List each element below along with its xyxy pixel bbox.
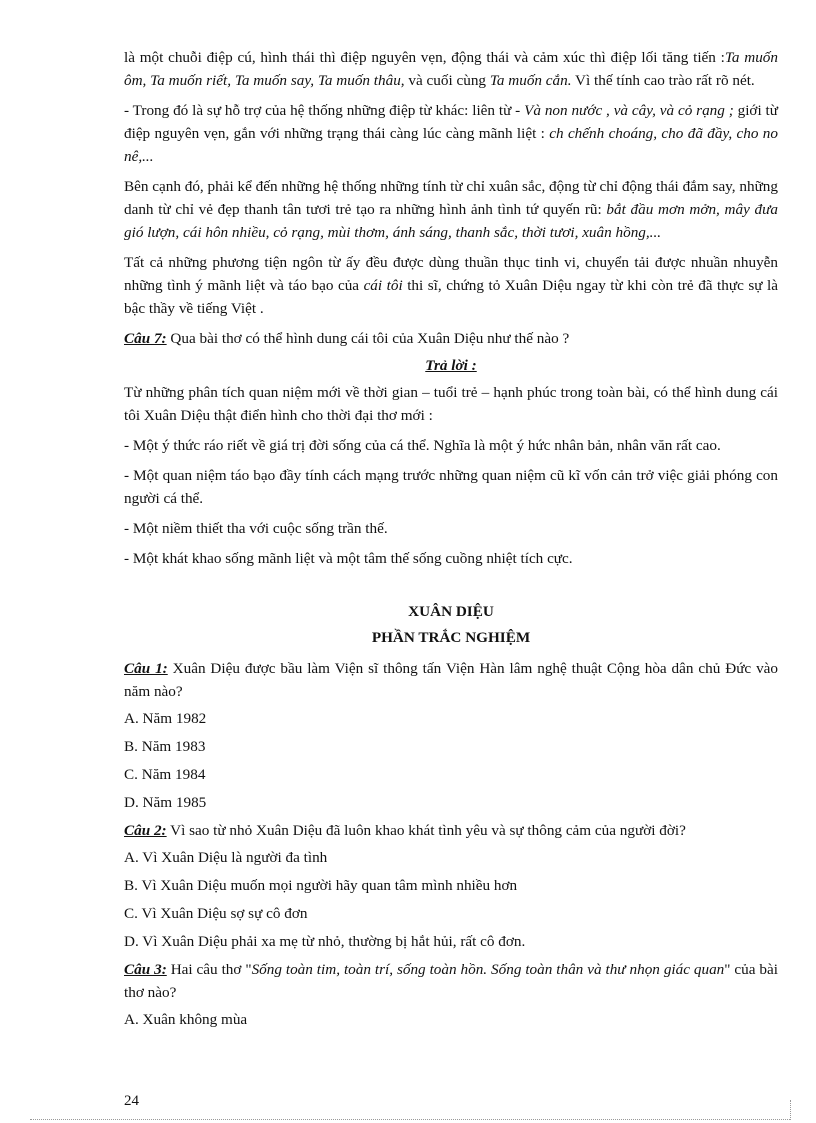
q1-option-d: D. Năm 1985 [124,794,207,811]
question-3: Câu 3: Hai câu thơ "Sống toàn tim, toàn trí, sống toàn hồn. Sống toàn thân và thư nhọn giác quan" của bài thơ nào? [124,961,778,1001]
section-subtitle: PHẦN TRẮC NGHIỆM [371,629,531,646]
question-2: Câu 2: Vì sao từ nhỏ Xuân Diệu đã luôn khao khát tình yêu và sự thông cảm của người đời? [124,822,686,839]
footer-divider [30,1119,790,1120]
paragraph-adjectives: Bên cạnh đó, phải kể đến những hệ thống những tính từ chỉ xuân sắc, động từ chỉ động thái đắm say, những danh từ chỉ vẻ đẹp thanh tân tươi trẻ tạo ra những hình ảnh tình tứ quyến rũ: bắt đầu mơn mởn, mây đưa gió lượn, cái hôn nhiều, cỏ rạng, mùi thơm, ánh sáng, thanh sắc, thời tươi, xuân hồng,... [124,178,779,241]
q2-option-d: D. Vì Xuân Diệu phải xa mẹ từ nhỏ, thường bị hắt hủi, rất cô đơn. [124,933,526,950]
q2-option-b: B. Vì Xuân Diệu muốn mọi người hãy quan tâm mình nhiều hơn [124,877,518,894]
page-content [124,46,778,1036]
section-title: XUÂN DIỆU [408,603,494,620]
bullet-2: - Một quan niệm táo bạo đầy tính cách mạng trước những quan niệm cũ kĩ vốn cản trở việc giải phóng con người cá thể. [124,467,778,507]
q1-option-b: B. Năm 1983 [124,738,206,755]
question-1: Câu 1: Xuân Diệu được bầu làm Viện sĩ thông tấn Viện Hàn lâm nghệ thuật Cộng hòa dân chủ Đức vào năm nào? [124,660,778,700]
question-7: Câu 7: Qua bài thơ có thể hình dung cái tôi của Xuân Diệu như thế nào ? [124,330,570,347]
bullet-4: - Một khát khao sống mãnh liệt và một tâm thế sống cuồng nhiệt tích cực. [124,550,573,567]
paragraph-repetition: là một chuỗi điệp cú, hình thái thì điệp nguyên vẹn, động thái và cảm xúc thì điệp lối tăng tiến :Ta muốn ôm, Ta muốn riết, Ta muốn say, Ta muốn thâu, và cuối cùng Ta muốn cắn. Vì thế tính cao trào rất rõ nét. [124,49,778,89]
q1-option-c: C. Năm 1984 [124,766,206,783]
answer-heading: Trả lời : [425,357,477,374]
q2-option-a: A. Vì Xuân Diệu là người đa tình [124,849,328,866]
q1-option-a: A. Năm 1982 [124,710,207,727]
bullet-3: - Một niềm thiết tha với cuộc sống trần thế. [124,520,388,537]
page-number: 24 [124,1093,139,1109]
paragraph-language: Tất cả những phương tiện ngôn từ ấy đều được dùng thuần thục tinh vi, chuyển tải được nhuần nhuyễn những tình ý mãnh liệt và táo bạo của cái tôi thi sĩ, chứng tỏ Xuân Diệu ngay từ khi còn trẻ đã thực sự là bậc thầy về tiếng Việt . [124,254,778,317]
bullet-1: - Một ý thức ráo riết về giá trị đời sống của cá thể. Nghĩa là một ý hức nhân bản, nhân văn rất cao. [124,437,721,454]
page-edge-marker [790,1100,791,1120]
q3-option-a: A. Xuân không mùa [124,1011,248,1028]
paragraph-answer-intro: Từ những phân tích quan niệm mới về thời gian – tuổi trẻ – hạnh phúc trong toàn bài, có thể hình dung cái tôi Xuân Diệu thật điển hình cho thời đại thơ mới : [124,384,778,424]
paragraph-support: - Trong đó là sự hỗ trợ của hệ thống những điệp từ khác: liên từ - Và non nước , và cây, và cỏ rạng ; giới từ điệp nguyên vẹn, gắn với những trạng thái càng lúc càng mãnh liệt : ch chếnh choáng, cho đã đầy, cho no nê,... [124,102,778,165]
q2-option-c: C. Vì Xuân Diệu sợ sự cô đơn [124,905,308,922]
